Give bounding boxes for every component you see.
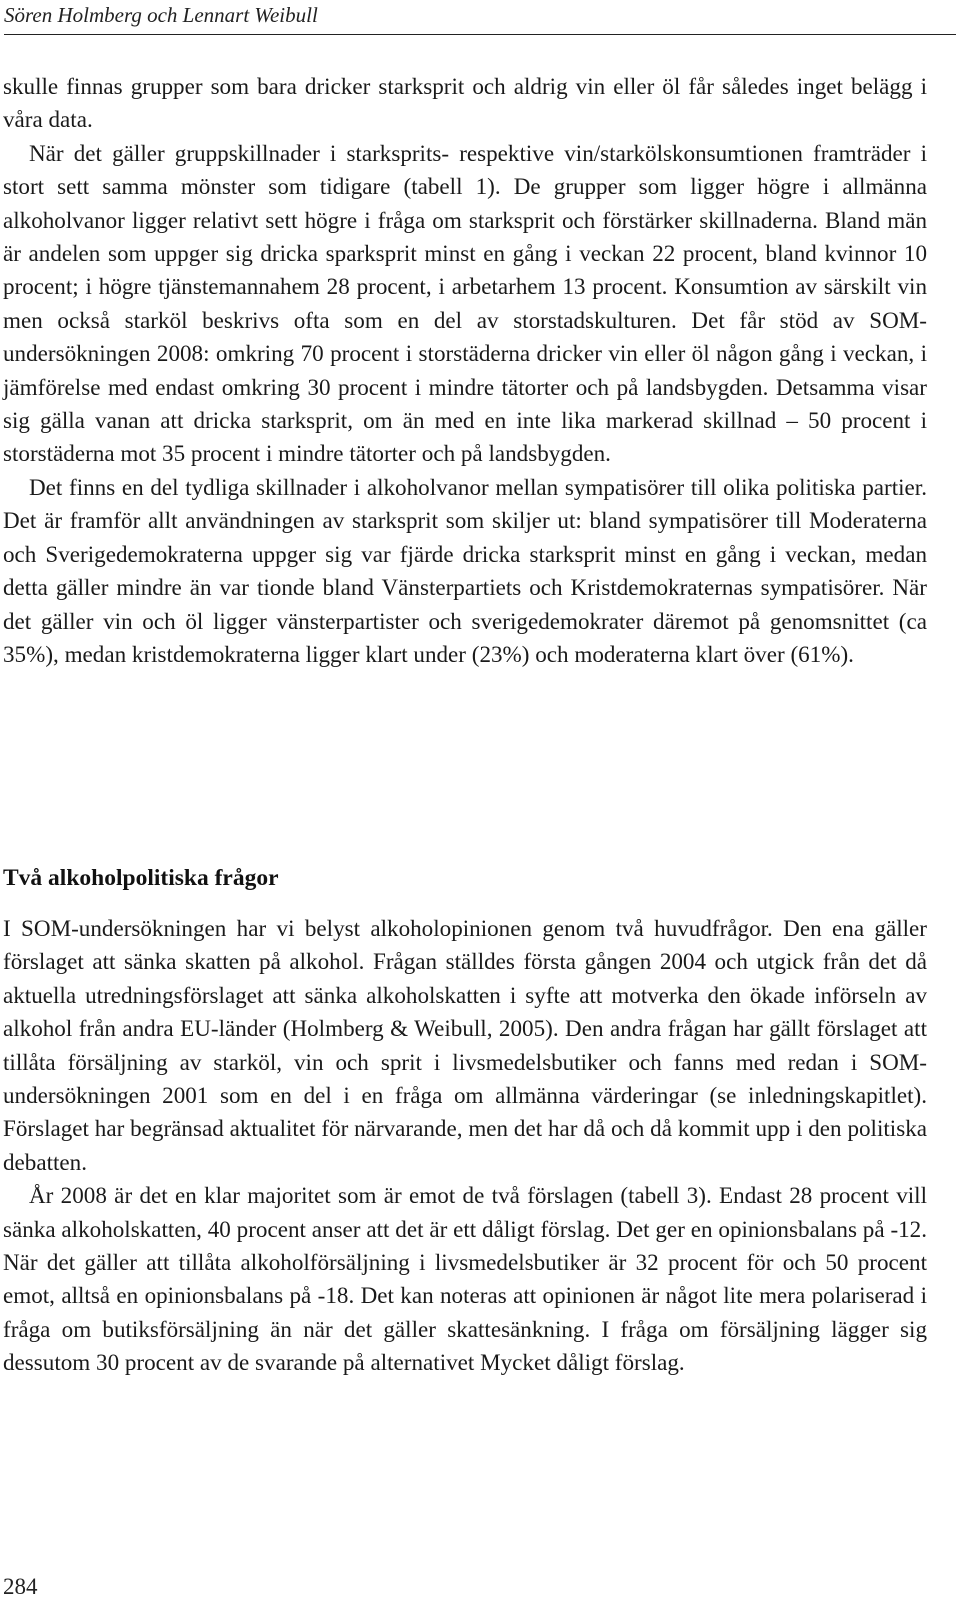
paragraph: Det finns en del tydliga skillnader i alkoholvanor mellan sympatisörer till olika politiska partier. Det är framför allt användningen av starksprit som skiljer ut: bland sympatisörer till Moderaterna och Sverigedemokraterna uppger sig var fjärde dricka starksprit minst en gång i veckan, medan detta gäller mindre än var tionde bland Vänsterpartiets och Kristdemokraternas sympatisörer. När det gäller vin och öl ligger vänsterpartister och sverigedemokrater däremot på genomsnittet (ca 35%), medan kristdemokraterna ligger klart under (23%) och moderaterna klart över (61%).	[3, 473, 927, 667]
paragraph: I SOM-undersökningen har vi belyst alkoholopinionen genom två huvudfrågor. Den ena gäller förslaget att sänka skatten på alkohol. Frågan ställdes första gången 2004 och utgick från det då aktuella utredningsförslaget att sänka alkoholskatten i syfte att motverka den ökade införseln av alkohol från andra EU-länder (Holmberg & Weibull, 2005). Den andra frågan har gällt förslaget att tillåta försäljning av starköl, vin och sprit i livsmedelsbutiker och fanns med redan i SOM-undersökningen 2001 som en del i en fråga om allmänna värderingar (se inledningskapitlet). Förslaget har begränsad aktualitet för närvarande, men det har då och då kommit upp i den politiska debatten.	[3, 915, 927, 1175]
paragraph: År 2008 är det en klar majoritet som är emot de två förslagen (tabell 3). Endast 28 procent vill sänka alkoholskatten, 40 procent anser att det är ett dåligt förslag. Det ger en opinionsbalans på -12. När det gäller att tillåta alkoholförsäljning i livsmedelsbutiker är 32 procent för och 50 procent emot, alltså en opinionsbalans på -18. Det kan noteras att opinionen är något lite mera polariserad i fråga om butiksförsäljning än när det gäller skattesänkning. I fråga om försäljning lägger sig dessutom 30 procent av de svarande på alternativet Mycket dåligt förslag.	[3, 1182, 927, 1376]
body-text-section-1	[3, 70, 927, 671]
section-heading: Två alkoholpolitiska frågor	[3, 865, 279, 891]
page-number: 284	[3, 1574, 38, 1599]
paragraph: När det gäller gruppskillnader i starksprits- respektive vin/starkölskonsumtionen framträder i stort sett samma mönster som tidigare (tabell 1). De grupper som ligger högre i allmänna alkoholvanor ligger relativt sett högre i fråga om starksprit och förstärker skillnaderna. Bland män är andelen som uppger sig dricka sparksprit minst en gång i veckan 22 procent, bland kvinnor 10 procent; i högre tjänstemannahem 28 procent, i arbetarhem 13 procent. Konsumtion av särskilt vin men också starköl beskrivs ofta som en del av storstadskulturen. Det får stöd av SOM-undersökningen 2008: omkring 70 procent i storstäderna dricker vin eller öl någon gång i veckan, i jämförelse med endast omkring 30 procent i mindre tätorter och på landsbygden. Detsamma visar sig gälla vanan att dricka starksprit, om än med en inte lika markerad skillnad – 50 procent i storstäderna mot 35 procent i mindre tätorter och på landsbygden.	[3, 139, 927, 467]
running-header	[4, 0, 956, 35]
header-authors: Sören Holmberg och Lennart Weibull	[4, 3, 318, 27]
paragraph: skulle finnas grupper som bara dricker starksprit och aldrig vin eller öl får således inget belägg i våra data.	[3, 73, 927, 133]
body-text-section-2	[3, 912, 927, 1380]
